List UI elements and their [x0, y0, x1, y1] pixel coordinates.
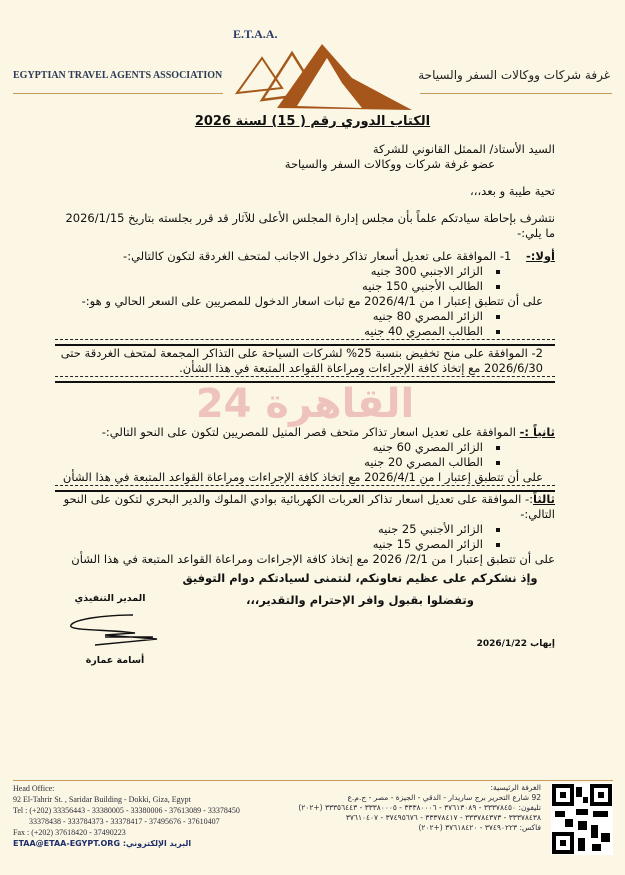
qr-code-icon [551, 783, 613, 855]
footer-ar [293, 783, 541, 855]
list-item: الزائر الاجنبي 300 جنيه [55, 264, 503, 279]
footer-en-head: Head Office: [13, 784, 55, 793]
footer-email [13, 838, 283, 849]
footer-rule [13, 780, 613, 781]
section3-price-list [55, 522, 555, 552]
footer-en-tel2: 33378438 - 333784373 - 33378417 - 37495676 - 37610407 [29, 817, 220, 826]
list-item: الزائر المصري 15 جنيه [55, 537, 503, 552]
footer-ar-tel: تليفون: ٣٣٣٧٨٤٥٠ - ٣٧٦١٣٠٨٩ - ٣٣٣٨٠٠٠٦ - ٣٣٣٨٠٠٠٥ - ٣٣٣٥٦٤٤٣ (+٢٠٢) [298, 803, 541, 812]
section3-intro [55, 492, 555, 522]
org-name-ar: غرفة شركات ووكالات السفر والسياحة [418, 68, 610, 82]
closing-line2: وتفضلوا بقبول وافر الإحترام والتقدير،،، [246, 593, 474, 607]
closing [165, 567, 555, 611]
footer-en [13, 783, 283, 855]
section3-text: :- الموافقة على تعديل اسعار تذاكر العربات الكهربائية بوادي الملوك والدير البحري لتكون على النحو التالي:- [63, 492, 555, 521]
page-title: الكتاب الدوري رقم ( 15) لسنة 2026 [194, 114, 431, 129]
email-link[interactable]: ETAA@ETAA-EGYPT.ORG [13, 839, 121, 848]
addressee-line2: عضو غرفة شركات ووكالات السفر والسياحة [284, 157, 495, 171]
section2-intro [55, 425, 555, 440]
signatory-name: أسامة عمارة [85, 655, 145, 666]
pyramids-logo [232, 38, 417, 113]
list-item: الطالب المصري 20 جنيه [55, 455, 503, 470]
section1-label: أولا:- [525, 249, 555, 263]
letter-body [55, 142, 555, 668]
list-item: الزائر المصري 60 جنيه [55, 440, 503, 455]
list-item: الزائر الأجنبي 25 جنيه [55, 522, 503, 537]
letter-date: إيهاب 2026/1/22 [476, 639, 555, 649]
section1-item1 [55, 249, 555, 264]
section3-condition: على أن تتطبق إعتبار ا من 2/1/ 2026 مع إتخاذ كافة الإجراءات ومراعاة القواعد المتبعة في هذا الشأن [71, 552, 555, 566]
closing-line1: وإذ نشكركم على عظيم تعاونكم، لنتمنى لسيادتكم دوام التوفيق [182, 571, 538, 585]
section2-text: الموافقة على تعديل اسعار تذاكر متحف قصر المنيل للمصريين لتكون على النحو التالي:- [101, 425, 516, 439]
footer-en-address: 92 El-Tahrir St. , Saridar Building - Dokki, Giza, Egypt [13, 795, 191, 804]
list-item: الطالب المصري 40 جنيه [55, 324, 503, 339]
section2-price-list [55, 440, 555, 470]
signature-row [55, 611, 555, 668]
closing-row [55, 567, 555, 611]
footer-ar-tel2: ٣٣٣٧٨٤٣٨ - ٣٣٣٧٨٤٣٧٣ - ٣٣٣٧٨٤١٧ - ٣٧٤٩٥٦٧٦ - ٣٧٦١٠٤٠٧ [345, 813, 541, 822]
list-item: الزائر المصري 80 جنيه [55, 309, 503, 324]
section1-item1-text: 1- الموافقة على تعديل أسعار تذاكر دخول الاجانب لمتحف الغردقة لتكون كالتالي:- [123, 249, 512, 263]
foreign-price-list [55, 264, 555, 294]
org-name-en: EGYPTIAN TRAVEL AGENTS ASSOCIATION [13, 70, 223, 81]
watermark: القاهرة 24 [195, 381, 415, 427]
footer [13, 783, 613, 855]
signature-block [55, 611, 175, 668]
section1-item2: 2- الموافقة على منح تخفيض بنسبة 25% لشركات السياحة على التذاكر المجمعة لمتحف الغردقة حتى 2026/6/30 مع إتخاذ كافة الإجراءات ومراعاة القواعد المتبعة في هذا الشأن. [60, 346, 543, 375]
header-rule-left [13, 93, 223, 94]
separator [55, 339, 555, 346]
section2-condition: على أن تتطبق إعتبار ا من 2026/4/1 مع إتخاذ كافة الإجراءات ومراعاة القواعد المتبعة في هذا الشأن [62, 470, 543, 484]
footer-ar-fax: فاكس: ٣٧٤٩٠٢٢٣ - ٣٧٦١٨٤٢٠ (+٢٠٢) [418, 823, 541, 832]
footer-ar-address: 92 شارع التحرير برج ساريدار - الدقي - الجيزة - مصر - ج.م.ع [347, 793, 541, 802]
addressee-line1: السيد الأستاذ/ الممثل القانوني للشركة [372, 142, 555, 156]
etaa-abbrev: E.T.A.A. [233, 27, 278, 41]
header-rule-right [420, 93, 612, 94]
egyptian-price-list [55, 309, 555, 339]
signature [65, 611, 165, 649]
footer-en-tel: Tel : (+202) 33356443 - 33380005 - 33380006 - 37613089 - 33378450 [13, 806, 240, 815]
signatory-title: المدير التنفيذي [74, 593, 146, 604]
footer-ar-head: الغرفة الرئيسية: [490, 783, 541, 792]
list-item: الطالب الأجنبي 150 جنيه [55, 279, 503, 294]
intro: نتشرف بإحاطة سيادتكم علماً بأن مجلس إدارة المجلس الأعلى للآثار قد قرر بجلسته بتاريخ 2026/1/15 ما يلي:- [65, 211, 555, 240]
separator [55, 485, 555, 492]
email-label: البريد الإلكتروني: [122, 839, 192, 848]
greeting: تحية طيبة و بعد،،، [470, 184, 555, 198]
footer-en-fax: Fax : (+202) 37618420 - 37490223 [13, 828, 126, 837]
section1-condition: على أن تتطبق إعتبار ا من 2026/4/1 مع ثبات اسعار الدخول للمصريين على السعر الحالي و هو:- [81, 294, 543, 308]
section3-label: ثالثاً [533, 492, 555, 506]
section2-label: ثانياً :- [519, 425, 555, 439]
